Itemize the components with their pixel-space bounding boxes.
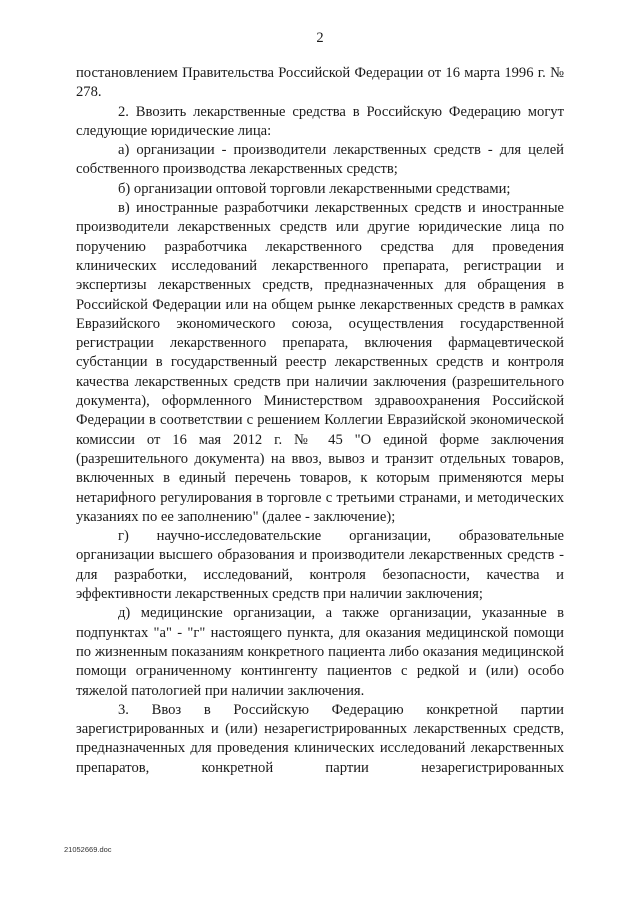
document-body (76, 64, 564, 778)
paragraph-item-2a: а) организации - производители лекарственных средств - для целей собственного производства лекарственных средств; (76, 142, 564, 178)
paragraph-item-2d: д) медицинские организации, а также организации, указанные в подпунктах "а" - "г" настоящего пункта, для оказания медицинской помощи по жизненным показаниям конкретного пациента либо оказания медицинской помощи ограниченному контингенту пациентов с редкой и (или) особо тяжелой патологией при наличии заключения. (76, 605, 564, 699)
page-number: 2 (316, 30, 324, 46)
document-file-code: 21052669.doc (64, 845, 112, 854)
paragraph-item-2v: в) иностранные разработчики лекарственных средств и иностранные производители лекарственных средств или другие юридические лица по поручению разработчика лекарственного средства для проведения клинических исследований лекарственного препарата, регистрации и экспертизы лекарственных средств, предназначенных для обращения в Российской Федерации или на общем рынке лекарственных средств в рамках Евразийского экономического союза, осуществления государственной регистрации лекарственного препарата, включения фармацевтической субстанции в государственный реестр лекарственных средств и контроля качества лекарственных средств при наличии заключения (разрешительного документа), оформленного Министерством здравоохранения Российской Федерации в соответствии с решением Коллегии Евразийской экономической комиссии от 16 мая 2012 г. № 45 "О единой форме заключения (разрешительного документа) на ввоз, вывоз и транзит отдельных товаров, включенных в единый перечень товаров, к которым применяются меры нетарифного регулирования в торговле с третьими странами, и методических указаниях по ее заполнению" (далее - заключение); (76, 200, 564, 525)
paragraph-item-2: 2. Ввозить лекарственные средства в Российскую Федерацию могут следующие юридические лица: (76, 103, 564, 139)
paragraph-item-3: 3. Ввоз в Российскую Федерацию конкретной партии зарегистрированных и (или) незарегистрированных лекарственных средств, предназначенных для проведения клинических исследований лекарственных препаратов, конкретной партии незарегистрированных (76, 701, 564, 776)
paragraph-item-2g: г) научно-исследовательские организации, образовательные организации высшего образования и производители лекарственных средств - для разработки, исследований, контроля безопасности, качества и эффективности лекарственных средств при наличии заключения; (76, 528, 564, 603)
paragraph-continuation: постановлением Правительства Российской Федерации от 16 марта 1996 г. № 278. (76, 65, 564, 101)
paragraph-item-2b: б) организации оптовой торговли лекарственными средствами; (118, 180, 511, 197)
